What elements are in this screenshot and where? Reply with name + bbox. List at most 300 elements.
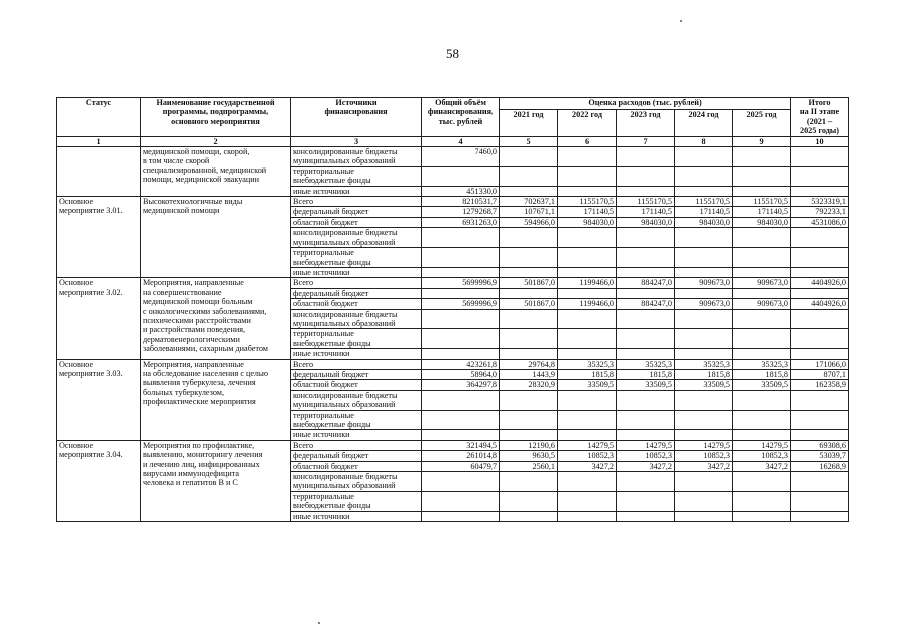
header-status: Статус — [57, 98, 141, 137]
program-name-line: медицинской помощи, скорой, — [143, 147, 250, 157]
year-value-cell: 1155170,5 — [558, 197, 617, 207]
year-value-cell — [733, 511, 791, 521]
itogo-cell — [791, 166, 849, 186]
year-value-cell — [733, 186, 791, 196]
year-value-cell: 984030,0 — [675, 217, 733, 227]
year-value-cell: 909673,0 — [675, 278, 733, 288]
year-value-cell — [500, 430, 558, 440]
program-name-cell — [141, 278, 291, 359]
table-row — [57, 359, 849, 369]
itogo-cell — [791, 491, 849, 511]
year-value-cell — [675, 349, 733, 359]
status-line: мероприятие 3.03. — [59, 368, 123, 378]
funding-source-cell — [291, 228, 422, 248]
column-index: 7 — [617, 136, 675, 146]
itogo-cell — [791, 288, 849, 298]
year-value-cell: 35325,3 — [558, 359, 617, 369]
funding-source-line: федеральный бюджет — [293, 451, 369, 461]
program-name-line: Мероприятия по профилактике, — [143, 440, 255, 450]
itogo-cell — [791, 472, 849, 492]
funding-source-line: Всего — [293, 440, 314, 450]
year-value-cell — [558, 147, 617, 167]
total-cell: 7460,0 — [422, 147, 500, 167]
funding-source-cell — [291, 288, 422, 298]
status-line: Основное — [59, 197, 94, 207]
itogo-cell: 4531086,0 — [791, 217, 849, 227]
total-cell — [422, 309, 500, 329]
funding-source-cell — [291, 440, 422, 450]
year-value-cell — [500, 410, 558, 430]
funding-source-line: иные источники — [293, 349, 350, 359]
year-value-cell — [617, 309, 675, 329]
year-value-cell — [500, 147, 558, 167]
year-value-cell: 171140,5 — [675, 207, 733, 217]
year-value-cell: 1155170,5 — [733, 197, 791, 207]
year-value-cell — [500, 511, 558, 521]
year-value-cell — [558, 288, 617, 298]
scan-speck — [680, 20, 682, 22]
year-value-cell — [558, 430, 617, 440]
header-name: Наименование государственной программы, подпрограммы, основного мероприятия — [141, 98, 291, 137]
funding-source-line: федеральный бюджет — [293, 207, 369, 217]
header-itogo: Итого на II этапе (2021 – 2025 годы) — [791, 98, 849, 137]
program-name-line: человека и гепатитов В и С — [143, 478, 238, 488]
itogo-cell: 792233,1 — [791, 207, 849, 217]
funding-source-cell — [291, 197, 422, 207]
funding-source-line: муниципальных образований — [293, 156, 396, 166]
year-value-cell — [675, 248, 733, 268]
year-value-cell — [675, 166, 733, 186]
program-name-line: профилактические мероприятия — [143, 397, 256, 407]
funding-source-line: федеральный бюджет — [293, 288, 369, 298]
page-number: 58 — [446, 46, 459, 61]
funding-source-cell — [291, 390, 422, 410]
year-value-cell: 3427,2 — [733, 461, 791, 471]
header-year: 2021 год — [500, 109, 558, 136]
year-value-cell — [675, 491, 733, 511]
program-name-line: выявления туберкулеза, лечения — [143, 378, 256, 388]
year-value-cell — [617, 228, 675, 248]
funding-source-cell — [291, 491, 422, 511]
year-value-cell — [617, 410, 675, 430]
funding-source-line: территориальные — [293, 248, 354, 258]
status-line: мероприятие 3.04. — [59, 450, 123, 460]
budget-table — [56, 97, 849, 522]
year-value-cell — [617, 390, 675, 410]
program-name-line: с онкологическими заболеваниями, — [143, 306, 267, 316]
year-value-cell: 909673,0 — [675, 299, 733, 309]
program-name-cell — [141, 147, 291, 197]
funding-source-line: внебюджетные фонды — [293, 420, 371, 429]
itogo-cell: 69308,6 — [791, 440, 849, 450]
total-cell — [422, 472, 500, 492]
total-cell: 451330,0 — [422, 186, 500, 196]
itogo-cell: 53039,7 — [791, 451, 849, 461]
year-value-cell: 1199466,0 — [558, 299, 617, 309]
year-value-cell — [733, 410, 791, 430]
year-value-cell — [675, 390, 733, 410]
itogo-cell — [791, 186, 849, 196]
total-cell: 5699996,9 — [422, 299, 500, 309]
year-value-cell — [617, 288, 675, 298]
itogo-cell: 5323319,1 — [791, 197, 849, 207]
year-value-cell — [500, 329, 558, 349]
funding-source-line: Всего — [293, 197, 314, 207]
year-value-cell: 884247,0 — [617, 278, 675, 288]
year-value-cell — [558, 410, 617, 430]
year-value-cell — [500, 267, 558, 277]
funding-source-line: территориальные — [293, 166, 354, 176]
status-cell — [57, 278, 141, 359]
total-cell: 364297,8 — [422, 380, 500, 390]
program-name-cell — [141, 359, 291, 440]
funding-source-cell — [291, 451, 422, 461]
year-value-cell — [675, 410, 733, 430]
year-value-cell: 1199466,0 — [558, 278, 617, 288]
year-value-cell — [558, 248, 617, 268]
status-line: Основное — [59, 359, 94, 369]
status-line: мероприятие 3.01. — [59, 206, 123, 216]
year-value-cell — [500, 186, 558, 196]
funding-source-cell — [291, 147, 422, 167]
year-value-cell: 594966,0 — [500, 217, 558, 227]
total-cell — [422, 349, 500, 359]
year-value-cell — [558, 491, 617, 511]
funding-source-line: иные источники — [293, 430, 350, 440]
year-value-cell — [500, 248, 558, 268]
funding-source-line: консолидированные бюджеты — [293, 390, 398, 400]
total-cell — [422, 248, 500, 268]
header-year: 2025 год — [733, 109, 791, 136]
program-name-line: Высокотехнологичные виды — [143, 197, 243, 207]
itogo-cell — [791, 390, 849, 410]
year-value-cell: 1155170,5 — [675, 197, 733, 207]
year-value-cell — [617, 472, 675, 492]
year-value-cell — [558, 329, 617, 349]
year-value-cell: 14279,5 — [675, 440, 733, 450]
header-year: 2023 год — [617, 109, 675, 136]
year-value-cell — [675, 511, 733, 521]
year-value-cell: 3427,2 — [675, 461, 733, 471]
year-value-cell: 171140,5 — [558, 207, 617, 217]
year-value-cell: 171140,5 — [617, 207, 675, 217]
year-value-cell — [500, 309, 558, 329]
funding-source-line: иные источники — [293, 267, 350, 277]
program-name-line: и расстройствами поведения, — [143, 325, 246, 335]
year-value-cell — [675, 288, 733, 298]
funding-source-line: областной бюджет — [293, 380, 358, 390]
year-value-cell: 501867,0 — [500, 278, 558, 288]
total-cell: 58964,0 — [422, 369, 500, 379]
funding-source-line: территориальные — [293, 491, 354, 501]
program-name-line: и лечению лиц, инфицированных — [143, 459, 260, 469]
itogo-cell — [791, 329, 849, 349]
year-value-cell: 12190,6 — [500, 440, 558, 450]
funding-source-line: муниципальных образований — [293, 400, 396, 410]
year-value-cell — [733, 147, 791, 167]
year-value-cell — [733, 349, 791, 359]
year-value-cell — [500, 390, 558, 410]
year-value-cell — [617, 186, 675, 196]
status-line: Основное — [59, 278, 94, 288]
funding-source-line: внебюджетные фонды — [293, 176, 371, 186]
year-value-cell: 1815,8 — [558, 369, 617, 379]
program-name-line: в том числе скорой — [143, 156, 210, 166]
funding-source-cell — [291, 267, 422, 277]
funding-source-line: федеральный бюджет — [293, 369, 369, 379]
table-row — [57, 440, 849, 450]
program-name-line: заболеваниями, сахарным диабетом — [143, 344, 268, 354]
table-row — [57, 278, 849, 288]
program-name-line: психическими расстройствами — [143, 315, 251, 325]
funding-source-cell — [291, 166, 422, 186]
funding-source-cell — [291, 329, 422, 349]
year-value-cell: 10852,3 — [617, 451, 675, 461]
funding-source-cell — [291, 410, 422, 430]
program-name-line: на обследование населения с целью — [143, 368, 268, 378]
funding-source-line: консолидированные бюджеты — [293, 472, 398, 482]
year-value-cell — [617, 329, 675, 349]
total-cell — [422, 267, 500, 277]
year-value-cell: 984030,0 — [558, 217, 617, 227]
table-row — [57, 147, 849, 167]
funding-source-cell — [291, 359, 422, 369]
funding-source-line: консолидированные бюджеты — [293, 147, 398, 157]
funding-source-cell — [291, 299, 422, 309]
itogo-cell: 171066,0 — [791, 359, 849, 369]
year-value-cell — [733, 329, 791, 349]
year-value-cell — [733, 288, 791, 298]
year-value-cell — [617, 511, 675, 521]
program-name-line: вирусами иммунодефицита — [143, 469, 240, 479]
year-value-cell — [675, 267, 733, 277]
total-cell: 5699996,9 — [422, 278, 500, 288]
year-value-cell: 984030,0 — [617, 217, 675, 227]
itogo-cell — [791, 410, 849, 430]
total-cell — [422, 390, 500, 410]
year-value-cell: 1815,8 — [733, 369, 791, 379]
itogo-cell — [791, 511, 849, 521]
status-cell — [57, 359, 141, 440]
status-cell — [57, 197, 141, 278]
program-name-cell — [141, 440, 291, 521]
funding-source-line: консолидированные бюджеты — [293, 309, 398, 319]
year-value-cell — [558, 228, 617, 248]
funding-source-cell — [291, 186, 422, 196]
total-cell — [422, 511, 500, 521]
year-value-cell — [617, 267, 675, 277]
column-index: 2 — [141, 136, 291, 146]
total-cell: 1279268,7 — [422, 207, 500, 217]
year-value-cell — [617, 147, 675, 167]
total-cell — [422, 288, 500, 298]
year-value-cell: 3427,2 — [617, 461, 675, 471]
funding-source-line: муниципальных образований — [293, 481, 396, 491]
year-value-cell — [617, 166, 675, 186]
year-value-cell: 171140,5 — [733, 207, 791, 217]
funding-source-line: территориальные — [293, 410, 354, 420]
funding-source-line: внебюджетные фонды — [293, 501, 371, 511]
itogo-cell — [791, 248, 849, 268]
itogo-cell — [791, 147, 849, 167]
header-total: Общий объём финансирования, тыс. рублей — [422, 98, 500, 137]
funding-source-line: областной бюджет — [293, 217, 358, 227]
itogo-cell — [791, 430, 849, 440]
header-year: 2022 год — [558, 109, 617, 136]
funding-source-line: Всего — [293, 278, 314, 288]
column-index: 6 — [558, 136, 617, 146]
funding-source-cell — [291, 278, 422, 288]
year-value-cell: 107671,1 — [500, 207, 558, 217]
funding-source-line: Всего — [293, 359, 314, 369]
column-index: 10 — [791, 136, 849, 146]
year-value-cell: 1815,8 — [675, 369, 733, 379]
table-header — [57, 98, 849, 147]
year-value-cell — [558, 166, 617, 186]
header-estimate: Оценка расходов (тыс. рублей) — [500, 98, 791, 110]
year-value-cell — [558, 349, 617, 359]
year-value-cell: 29764,8 — [500, 359, 558, 369]
year-value-cell: 3427,2 — [558, 461, 617, 471]
year-value-cell: 909673,0 — [733, 278, 791, 288]
total-cell: 261014,8 — [422, 451, 500, 461]
funding-source-cell — [291, 369, 422, 379]
status-cell — [57, 147, 141, 197]
funding-source-cell — [291, 248, 422, 268]
year-value-cell — [733, 390, 791, 410]
itogo-cell: 16268,9 — [791, 461, 849, 471]
year-value-cell: 1815,8 — [617, 369, 675, 379]
column-index: 3 — [291, 136, 422, 146]
year-value-cell: 14279,5 — [733, 440, 791, 450]
program-name-line: дерматовенерологическими — [143, 334, 240, 344]
funding-source-line: муниципальных образований — [293, 237, 396, 247]
status-line: мероприятие 3.02. — [59, 287, 123, 297]
program-name-line: больных туберкулезом, — [143, 387, 225, 397]
status-cell — [57, 440, 141, 521]
year-value-cell — [733, 267, 791, 277]
funding-source-line: консолидированные бюджеты — [293, 228, 398, 238]
funding-source-cell — [291, 430, 422, 440]
program-name-line: медицинской помощи больным — [143, 297, 253, 307]
funding-source-cell — [291, 380, 422, 390]
year-value-cell — [733, 309, 791, 329]
itogo-cell: 162358,9 — [791, 380, 849, 390]
year-value-cell: 501867,0 — [500, 299, 558, 309]
year-value-cell — [675, 147, 733, 167]
total-cell: 8210531,7 — [422, 197, 500, 207]
year-value-cell: 884247,0 — [617, 299, 675, 309]
year-value-cell: 14279,5 — [617, 440, 675, 450]
funding-source-cell — [291, 207, 422, 217]
year-value-cell: 33509,5 — [617, 380, 675, 390]
itogo-cell — [791, 349, 849, 359]
table-row — [57, 197, 849, 207]
year-value-cell — [675, 186, 733, 196]
year-value-cell — [617, 491, 675, 511]
funding-source-line: областной бюджет — [293, 299, 358, 309]
year-value-cell: 28320,9 — [500, 380, 558, 390]
year-value-cell — [675, 472, 733, 492]
column-index: 4 — [422, 136, 500, 146]
itogo-cell — [791, 228, 849, 248]
scan-speck — [318, 622, 320, 624]
year-value-cell: 10852,3 — [675, 451, 733, 461]
year-value-cell — [675, 228, 733, 248]
funding-source-line: внебюджетные фонды — [293, 257, 371, 267]
year-value-cell — [617, 248, 675, 268]
funding-source-cell — [291, 511, 422, 521]
funding-source-line: муниципальных образований — [293, 318, 396, 328]
total-cell: 60479,7 — [422, 461, 500, 471]
program-name-cell — [141, 197, 291, 278]
funding-source-line: иные источники — [293, 186, 350, 196]
year-value-cell — [500, 166, 558, 186]
funding-source-line: внебюджетные фонды — [293, 338, 371, 348]
column-index: 5 — [500, 136, 558, 146]
column-index: 9 — [733, 136, 791, 146]
itogo-cell — [791, 309, 849, 329]
year-value-cell: 35325,3 — [617, 359, 675, 369]
year-value-cell: 10852,3 — [733, 451, 791, 461]
column-index: 8 — [675, 136, 733, 146]
itogo-cell: 4404926,0 — [791, 278, 849, 288]
year-value-cell — [558, 472, 617, 492]
column-index: 1 — [57, 136, 141, 146]
year-value-cell — [558, 511, 617, 521]
year-value-cell — [733, 430, 791, 440]
year-value-cell — [733, 228, 791, 248]
year-value-cell: 702637,1 — [500, 197, 558, 207]
year-value-cell — [733, 491, 791, 511]
year-value-cell — [675, 309, 733, 329]
header-sources: Источники финансирования — [291, 98, 422, 137]
program-name-line: Мероприятия, направленные — [143, 359, 244, 369]
total-cell — [422, 410, 500, 430]
year-value-cell: 33509,5 — [733, 380, 791, 390]
year-value-cell: 1443,9 — [500, 369, 558, 379]
total-cell — [422, 228, 500, 248]
itogo-cell — [791, 267, 849, 277]
program-name-line: специализированной, медицинской — [143, 165, 267, 175]
year-value-cell: 33509,5 — [675, 380, 733, 390]
funding-source-cell — [291, 217, 422, 227]
funding-source-cell — [291, 309, 422, 329]
total-cell — [422, 491, 500, 511]
year-value-cell — [500, 472, 558, 492]
total-cell — [422, 430, 500, 440]
total-cell: 6931263,0 — [422, 217, 500, 227]
total-cell: 321494,5 — [422, 440, 500, 450]
year-value-cell — [558, 267, 617, 277]
year-value-cell — [558, 309, 617, 329]
year-value-cell — [558, 186, 617, 196]
funding-source-line: иные источники — [293, 511, 350, 521]
year-value-cell — [617, 430, 675, 440]
year-value-cell: 35325,3 — [675, 359, 733, 369]
year-value-cell: 35325,3 — [733, 359, 791, 369]
year-value-cell — [733, 248, 791, 268]
itogo-cell: 8707,1 — [791, 369, 849, 379]
header-year: 2024 год — [675, 109, 733, 136]
column-index-row — [57, 136, 849, 146]
year-value-cell: 9630,5 — [500, 451, 558, 461]
program-name-line: помощи, медицинской эвакуации — [143, 175, 260, 185]
program-name-line: медицинской помощи — [143, 206, 220, 216]
year-value-cell — [500, 349, 558, 359]
year-value-cell — [558, 390, 617, 410]
total-cell: 423261,8 — [422, 359, 500, 369]
